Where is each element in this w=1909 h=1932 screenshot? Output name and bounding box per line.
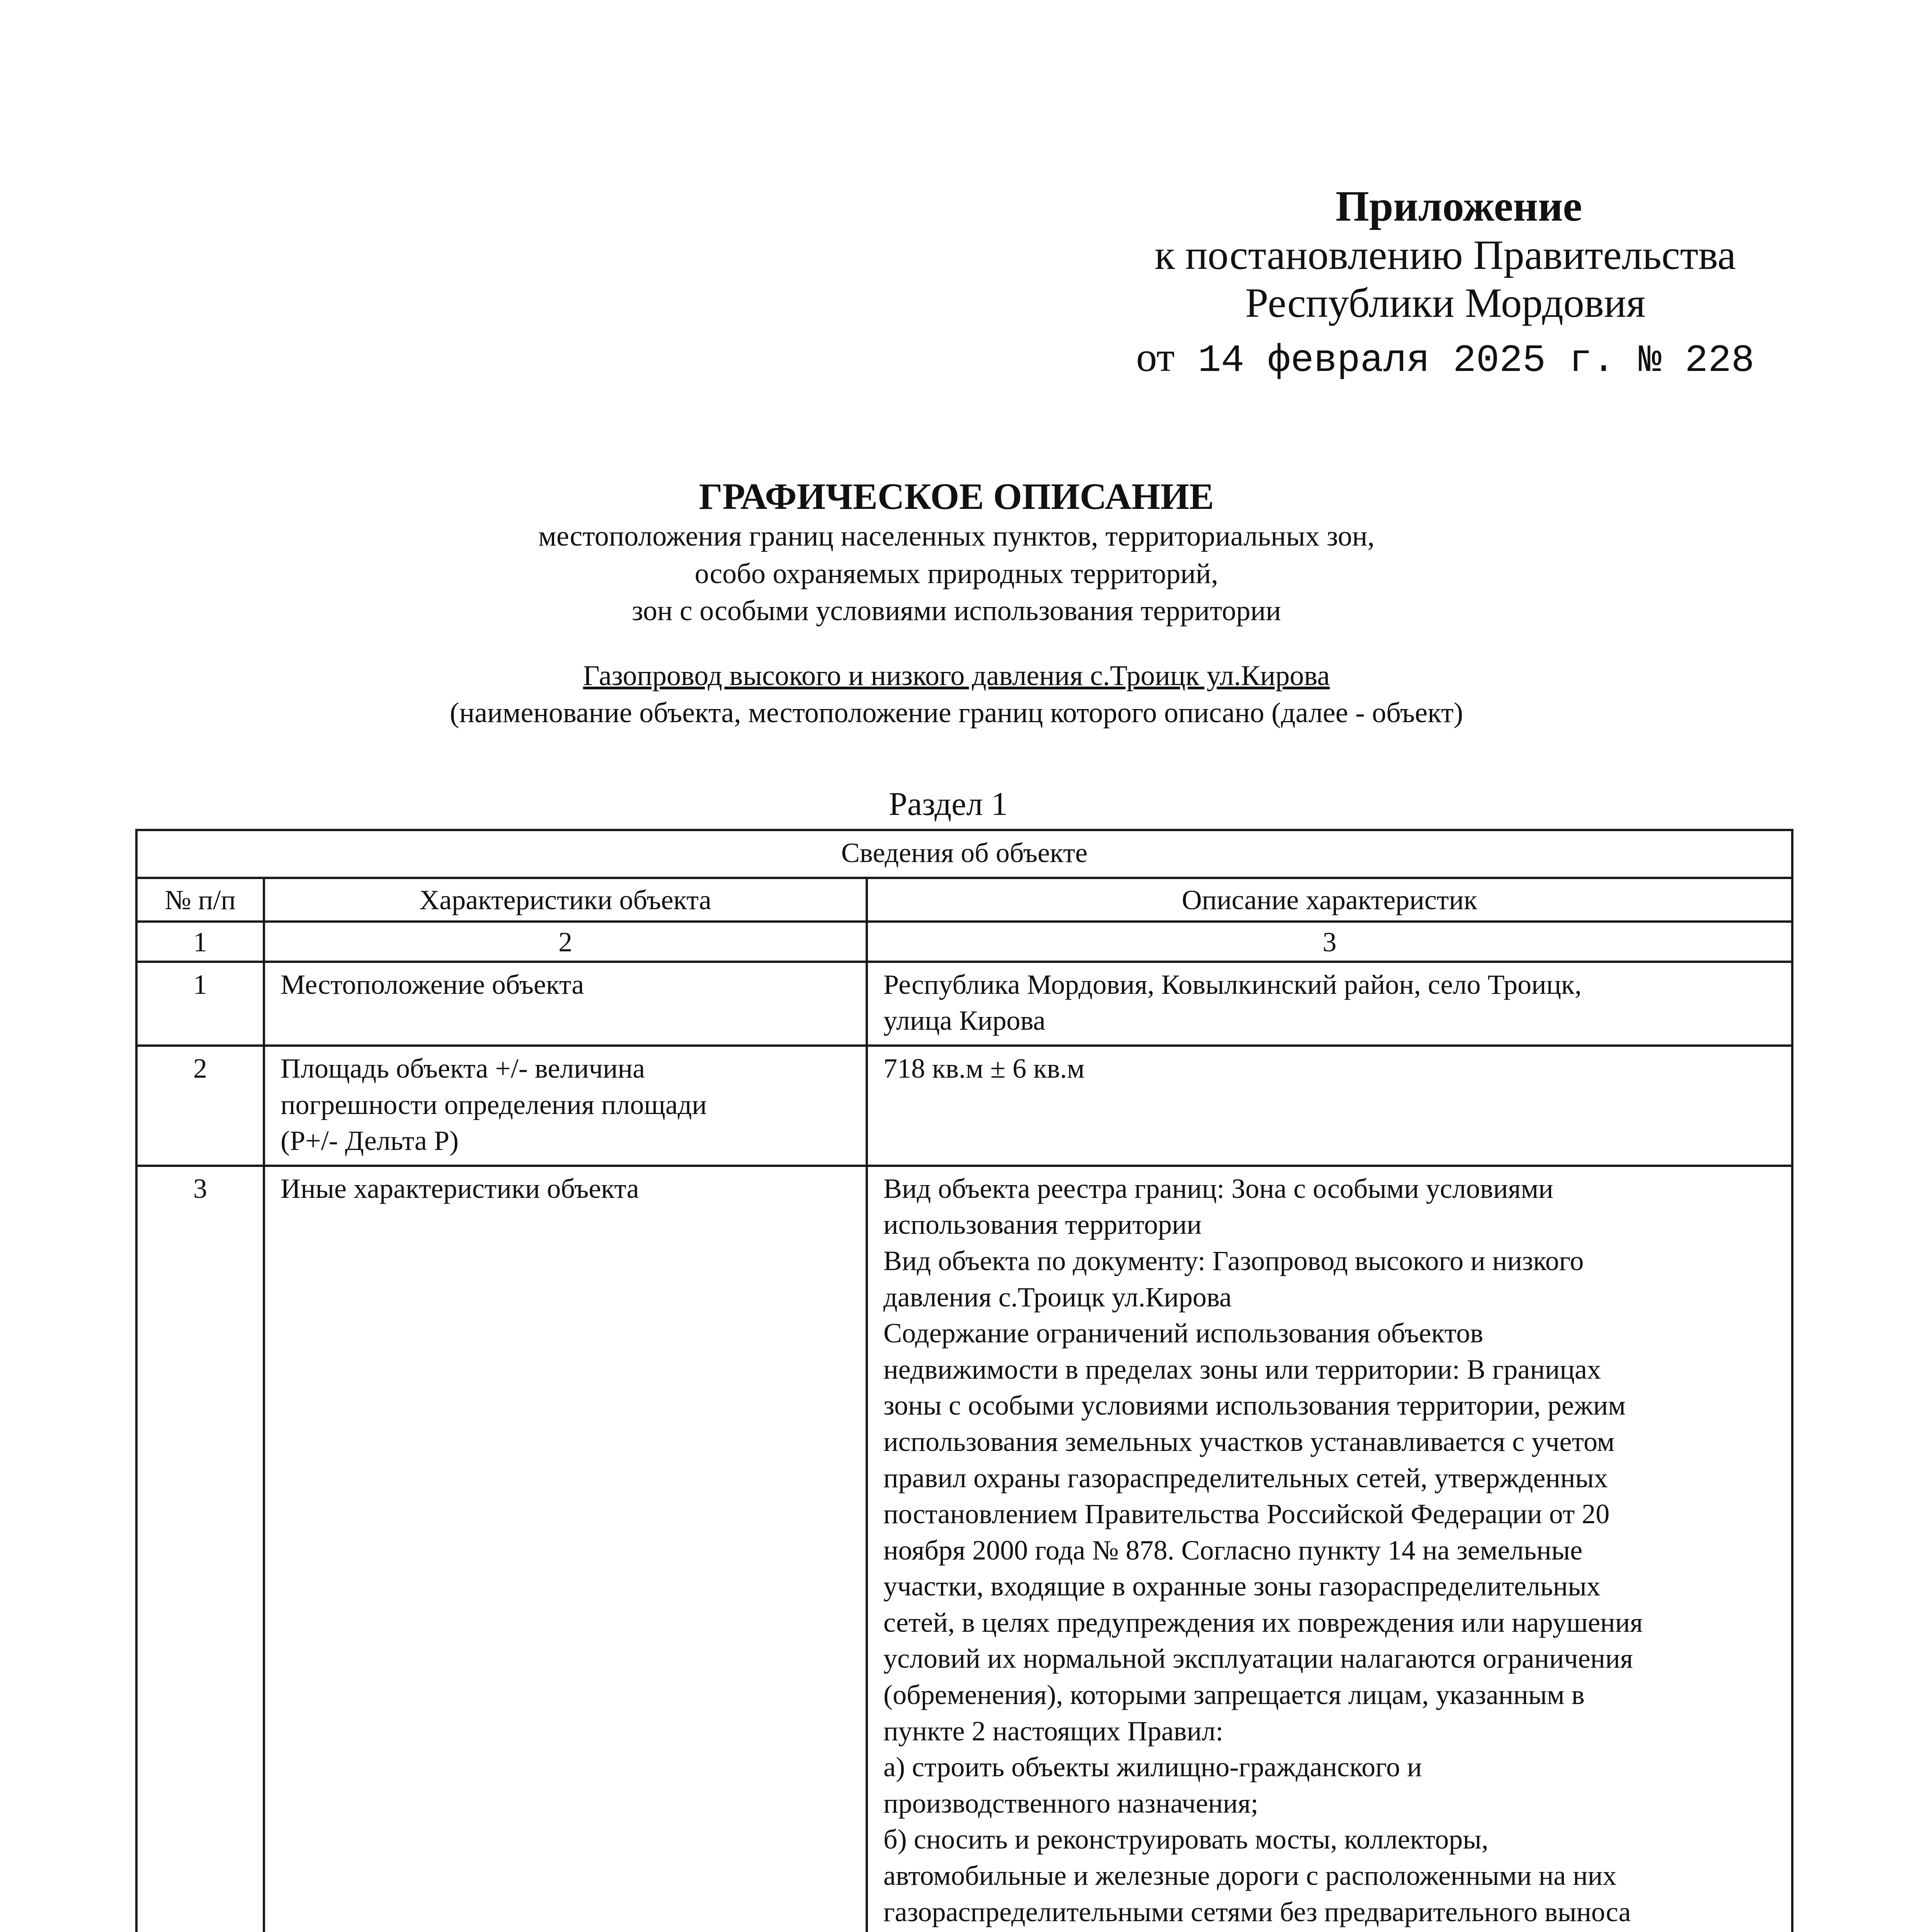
description-line: пункте 2 настоящих Правил:	[883, 1715, 1223, 1747]
row-description: 718 кв.м ± 6 кв.м	[867, 1046, 1792, 1166]
description-line: недвижимости в пределах зоны или территории: В границах	[883, 1354, 1601, 1385]
column-numbers-row	[136, 922, 1792, 962]
header-number: № п/п	[136, 878, 264, 922]
appendix-title: Приложение	[1335, 182, 1582, 230]
table-row	[136, 1046, 1792, 1166]
description-line: Вид объекта по документу: Газопровод высокого и низкого	[883, 1245, 1584, 1276]
appendix-line-1: к постановлению Правительства	[1154, 232, 1736, 278]
table-caption: Сведения об объекте	[136, 830, 1792, 878]
description-line	[883, 1930, 1776, 1932]
date-text: 14 февраля 2025 г. № 228	[1198, 339, 1755, 383]
table-caption-row	[136, 830, 1792, 878]
row-description	[867, 1166, 1792, 1932]
row-description	[867, 962, 1792, 1046]
characteristic-line: Площадь объекта +/- величина	[281, 1053, 645, 1084]
row-characteristic: Местоположение объекта	[264, 962, 867, 1046]
table-row	[136, 962, 1792, 1046]
description-line: (обременения), которыми запрещается лицам, указанным в	[883, 1679, 1585, 1711]
description-line: газораспределительными сетями без предварительного выноса	[883, 1896, 1631, 1927]
col-number-1: 1	[136, 922, 264, 962]
description-line: автомобильные и железные дороги с расположенными на них	[883, 1860, 1617, 1891]
table-row	[136, 1166, 1792, 1932]
description-line: б) сносить и реконструировать мосты, коллекторы,	[883, 1824, 1489, 1855]
subtitle-line-3: зон с особыми условиями использования территории	[632, 595, 1281, 627]
description-line: участки, входящие в охранные зоны газораспределительных	[883, 1571, 1601, 1602]
description-line: Содержание ограничений использования объектов	[883, 1318, 1484, 1349]
table-header-row	[136, 878, 1792, 922]
object-name: Газопровод высокого и низкого давления с.Троицк ул.Кирова	[583, 660, 1330, 692]
description-line: ноября 2000 года № 878. Согласно пункту 14 на земельные	[883, 1534, 1582, 1566]
header-characteristic: Характеристики объекта	[264, 878, 867, 922]
description-line: сетей, в целях предупреждения их повреждения или нарушения	[883, 1607, 1643, 1638]
row-characteristic	[264, 1046, 867, 1166]
appendix-date	[1105, 333, 1785, 383]
section-label: Раздел 1	[889, 785, 1008, 822]
description-line: улица Кирова	[883, 1005, 1046, 1036]
row-number: 2	[136, 1046, 264, 1166]
date-prefix: от	[1136, 334, 1175, 381]
appendix-block	[1105, 182, 1785, 383]
description-line: Вид объекта реестра границ: Зона с особыми условиями	[883, 1173, 1553, 1204]
col-number-2: 2	[264, 922, 867, 962]
description-line: использования земельных участков устанавливается с учетом	[883, 1426, 1615, 1457]
object-name-hint: (наименование объекта, местоположение границ которого описано (далее - объект)	[449, 697, 1463, 729]
col-number-3: 3	[867, 922, 1792, 962]
row-characteristic: Иные характеристики объекта	[264, 1166, 867, 1932]
characteristic-line: (Р+/- Дельта Р)	[281, 1125, 459, 1156]
document-heading	[309, 475, 1604, 731]
row-number: 1	[136, 962, 264, 1046]
object-info-table	[135, 829, 1793, 1932]
description-line: правил охраны газораспределительных сетей, утвержденных	[883, 1462, 1608, 1493]
description-line: Республика Мордовия, Ковылкинский район, село Троицк,	[883, 969, 1582, 1000]
description-line: условий их нормальной эксплуатации налагаются ограничения	[883, 1643, 1633, 1674]
characteristic-line: погрешности определения площади	[281, 1089, 707, 1120]
description-line: производственного назначения;	[883, 1787, 1259, 1819]
description-line: а) строить объекты жилищно-гражданского и	[883, 1752, 1422, 1783]
subtitle-line-1: местоположения границ населенных пунктов, территориальных зон,	[538, 520, 1375, 553]
row-number: 3	[136, 1166, 264, 1932]
subtitle-line-2: особо охраняемых природных территорий,	[694, 558, 1218, 590]
document-title: ГРАФИЧЕСКОЕ ОПИСАНИЕ	[699, 476, 1214, 517]
description-line: постановлением Правительства Российской Федерации от 20	[883, 1498, 1610, 1530]
description-line: зоны с особыми условиями использования территории, режим	[883, 1390, 1626, 1421]
appendix-line-2: Республики Мордовия	[1245, 280, 1646, 326]
description-line: использования территории	[883, 1209, 1202, 1240]
header-description: Описание характеристик	[867, 878, 1792, 922]
description-line: давления с.Троицк ул.Кирова	[883, 1281, 1232, 1313]
